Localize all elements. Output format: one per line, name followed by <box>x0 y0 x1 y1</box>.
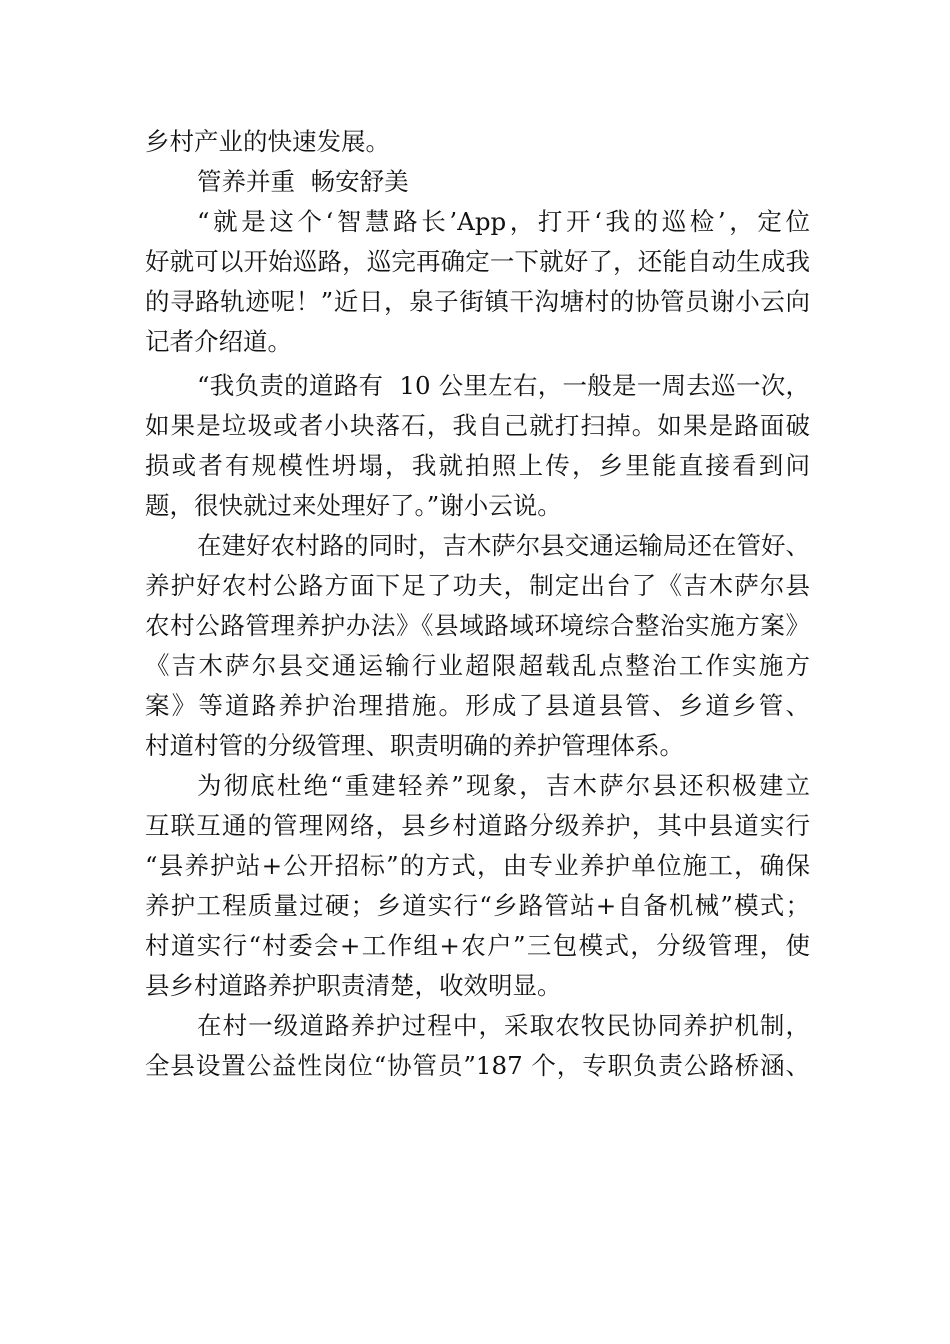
paragraph-industry-development <box>145 122 810 162</box>
document-body <box>145 122 810 1086</box>
text-line: 的寻路轨迹呢！”近日，泉子街镇干沟塘村的协管员谢小云向 <box>145 287 810 316</box>
text-line: 农村公路管理养护办法》《县域路域环境综合整治实施方案》 <box>145 611 810 640</box>
paragraph-app-quote <box>145 202 810 362</box>
text-line: 养护工程质量过硬；乡道实行“乡路管站+自备机械”模式； <box>145 891 810 920</box>
text-line: 题，很快就过来处理好了。”谢小云说。 <box>145 491 562 520</box>
text-line: 好就可以开始巡路，巡完再确定一下就好了，还能自动生成我 <box>145 247 810 276</box>
paragraph-maintenance-network <box>145 766 810 1006</box>
text-line: 如果是垃圾或者小块落石，我自己就打扫掉。如果是路面破 <box>145 411 810 440</box>
text-line: 在村一级道路养护过程中，采取农牧民协同养护机制， <box>197 1011 810 1040</box>
text-line: 《吉木萨尔县交通运输行业超限超载乱点整治工作实施方 <box>145 651 810 680</box>
text-line: 县乡村道路养护职责清楚，收效明显。 <box>145 971 562 1000</box>
paragraph-coordinator-positions <box>145 1006 810 1086</box>
text-line: 损或者有规模性坍塌，我就拍照上传，乡里能直接看到问 <box>145 451 810 480</box>
text-line: 村道实行“村委会+工作组+农户”三包模式，分级管理，使 <box>145 931 810 960</box>
text-line: 互联互通的管理网络，县乡村道路分级养护，其中县道实行 <box>145 811 810 840</box>
paragraph-management-policies <box>145 526 810 766</box>
section-heading <box>145 162 810 202</box>
text-line: 全县设置公益性岗位“协管员”187 个，专职负责公路桥涵、 <box>145 1051 810 1080</box>
text-line: 案》等道路养护治理措施。形成了县道县管、乡道乡管、 <box>145 691 810 720</box>
text-line: 在建好农村路的同时，吉木萨尔县交通运输局还在管好、 <box>197 531 810 560</box>
text-line: “我负责的道路有 10 公里左右，一般是一周去巡一次， <box>197 371 810 400</box>
text-line: “县养护站+公开招标”的方式，由专业养护单位施工，确保 <box>145 851 810 880</box>
text-line: 村道村管的分级管理、职责明确的养护管理体系。 <box>145 731 684 760</box>
text-line: “就是这个‘智慧路长’App，打开‘我的巡检’，定位 <box>197 207 810 236</box>
text-line: 为彻底杜绝“重建轻养”现象，吉木萨尔县还积极建立 <box>197 771 810 800</box>
text-line: 养护好农村公路方面下足了功夫，制定出台了《吉木萨尔县 <box>145 571 810 600</box>
text-line: 记者介绍道。 <box>145 327 292 356</box>
section-heading-text: 管养并重 畅安舒美 <box>197 167 409 196</box>
paragraph-road-responsibility <box>145 366 810 526</box>
text-line: 乡村产业的快速发展。 <box>145 127 390 156</box>
